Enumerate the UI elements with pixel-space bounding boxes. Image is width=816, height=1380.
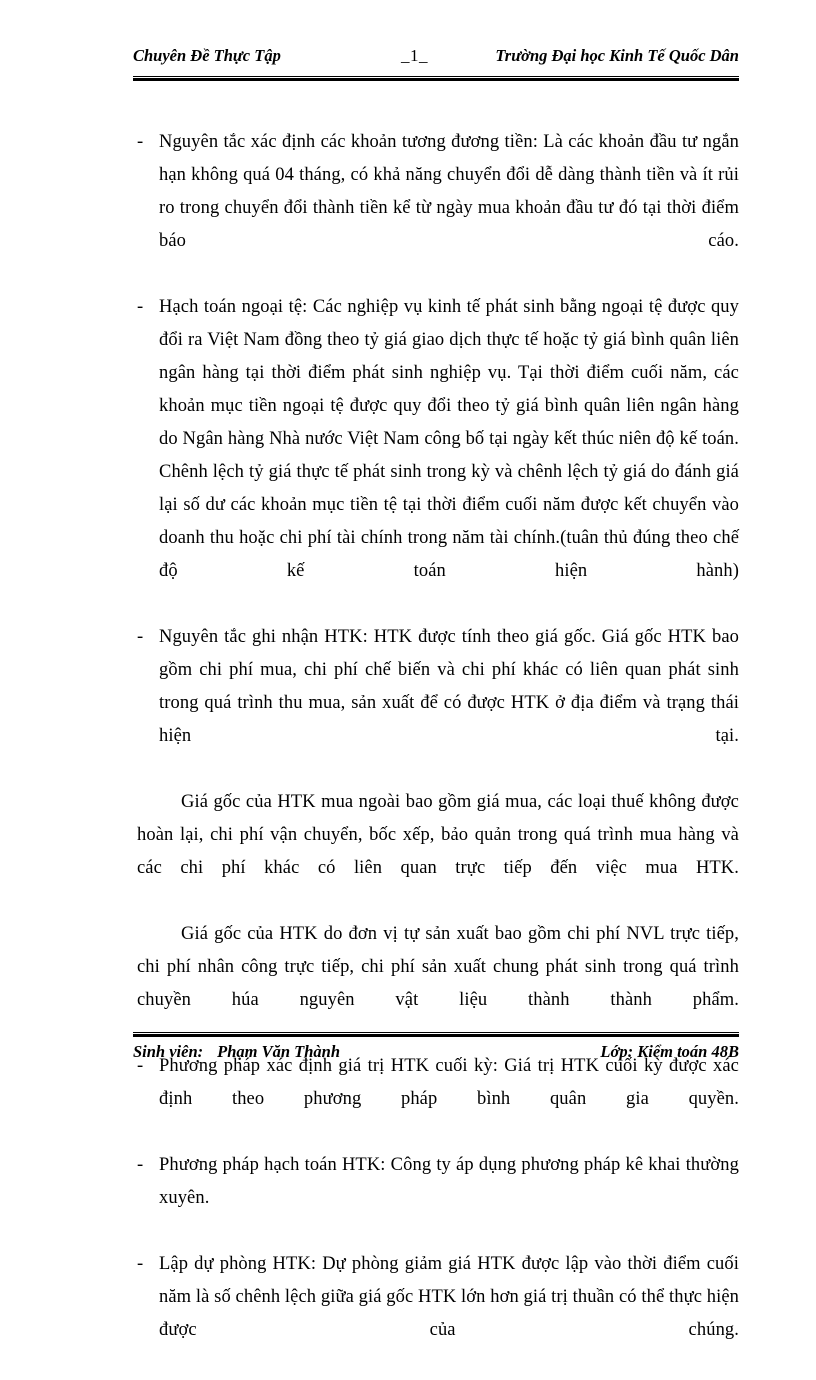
- body-paragraph: [137, 786, 739, 918]
- body-paragraph: [137, 918, 739, 1050]
- header-right-institution: Trường Đại học Kinh Tế Quốc Dân: [495, 46, 739, 65]
- footer-class: Lớp: Kiểm toán 48B: [600, 1042, 739, 1061]
- footer-divider-rule: [133, 1032, 739, 1037]
- footer-student: [133, 1041, 340, 1063]
- footer-student-name: Phạm Văn Thành: [217, 1042, 341, 1061]
- body-paragraph-bulleted: [137, 126, 739, 291]
- paragraph-dash-marker: -: [137, 132, 144, 152]
- header-page-number: _1_: [401, 46, 428, 65]
- paragraph-text: Nguyên tắc xác định các khoản tương đương tiền: Là các khoản đầu tư ngắn hạn không quá 04 tháng, có khả năng chuyển đổi dễ dàng thành tiền và ít rủi ro trong chuyển đổi thành tiền kể từ ngày mua khoản đầu tư đó tại thời điểm báo cáo.: [159, 132, 739, 251]
- body-paragraph-bulleted: [137, 1149, 739, 1248]
- paragraph-text: Phương pháp xác định giá trị HTK cuối kỳ: Giá trị HTK cuối kỳ được xác định theo phương pháp bình quân gia quyền.: [159, 1056, 739, 1109]
- paragraph-text: Lập dự phòng HTK: Dự phòng giảm giá HTK được lập vào thời điểm cuối năm là số chênh lệch giữa giá gốc HTK lớn hơn giá trị thuần có thể thực hiện được của chúng.: [159, 1254, 739, 1340]
- header-left-title: Chuyên Đề Thực Tập: [133, 46, 281, 65]
- paragraph-dash-marker: -: [137, 627, 144, 647]
- paragraph-text: Giá gốc của HTK mua ngoài bao gồm giá mua, các loại thuế không được hoàn lại, chi phí vận chuyển, bốc xếp, bảo quản trong quá trình mua hàng và các chi phí khác có liên quan trực tiếp đến việc mua HTK.: [137, 792, 739, 878]
- footer-student-label: Sinh viên:: [133, 1042, 204, 1061]
- paragraph-text: Giá gốc của HTK do đơn vị tự sản xuất bao gồm chi phí NVL trực tiếp, chi phí nhân công trực tiếp, chi phí sản xuất chung phát sinh trong quá trình chuyền húa nguyên vật liệu thành thành phẩm.: [137, 924, 739, 1010]
- page-footer: [133, 1041, 739, 1067]
- paragraph-dash-marker: -: [137, 1155, 144, 1175]
- paragraph-dash-marker: -: [137, 1254, 144, 1274]
- page-header: [133, 44, 739, 74]
- document-body: [137, 126, 739, 1380]
- paragraph-text: Phương pháp hạch toán HTK: Công ty áp dụng phương pháp kê khai thường xuyên.: [159, 1155, 739, 1208]
- paragraph-dash-marker: -: [137, 297, 144, 317]
- body-paragraph-bulleted: [137, 621, 739, 786]
- body-paragraph-bulleted: [137, 291, 739, 621]
- paragraph-text: Hạch toán ngoại tệ: Các nghiệp vụ kinh tế phát sinh bằng ngoại tệ được quy đổi ra Việt Nam đồng theo tỷ giá giao dịch thực tế hoặc tỷ giá bình quân liên ngân hàng tại thời điểm phát sinh nghiệp vụ. Tại thời điểm cuối năm, các khoản mục tiền ngoại tệ được quy đổi theo tỷ giá bình quân liên ngân hàng do Ngân hàng Nhà nước Việt Nam công bố tại ngày kết thúc niên độ kế toán. Chênh lệch tỷ giá thực tế phát sinh trong kỳ và chênh lệch tỷ giá do đánh giá lại số dư các khoản mục tiền tệ tại thời điểm cuối năm được kết chuyển vào doanh thu hoặc chi phí tài chính trong năm tài chính.(tuân thủ đúng theo chế độ kế toán hiện hành): [159, 297, 739, 581]
- paragraph-dash-marker: -: [137, 1056, 144, 1076]
- header-divider-rule: [133, 76, 739, 81]
- body-paragraph-bulleted: [137, 1248, 739, 1380]
- paragraph-text: Nguyên tắc ghi nhận HTK: HTK được tính theo giá gốc. Giá gốc HTK bao gồm chi phí mua, chi phí chế biến và chi phí khác có liên quan phát sinh trong quá trình thu mua, sản xuất để có được HTK ở địa điểm và trạng thái hiện tại.: [159, 627, 739, 746]
